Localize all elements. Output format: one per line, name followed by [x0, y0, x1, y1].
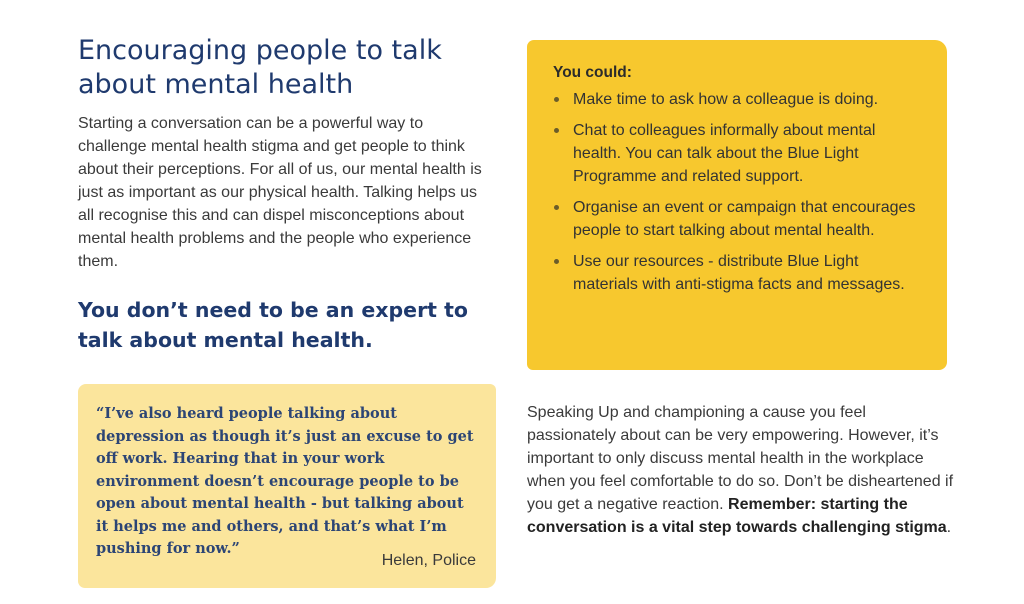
tips-heading: You could:: [553, 64, 632, 81]
quote-attribution: Helen, Police: [381, 552, 476, 569]
list-item-text: Use our resources - distribute Blue Light materials with anti-stigma facts and messages.: [573, 253, 905, 293]
section-subheading: You don’t need to be an expert to talk about mental health.: [78, 298, 469, 352]
list-item-text: Make time to ask how a colleague is doing.: [573, 91, 879, 108]
tips-list: [553, 88, 927, 296]
list-item-text: Chat to colleagues informally about mental health. You can talk about the Blue Light Programme and related support.: [573, 122, 876, 185]
left-column: [78, 34, 498, 355]
bullet-icon: [554, 259, 559, 264]
quote-card: [78, 384, 496, 588]
intro-paragraph: Starting a conversation can be a powerful way to challenge mental health stigma and get people to think about their perceptions. For all of us, our mental health is just as important as our physical health. Talking helps us all recognise this and can dispel misconceptions about mental health problems and the people who experience them.: [78, 115, 482, 270]
closing-end: .: [946, 519, 952, 536]
closing-emphasis: Remember: starting the conversation is a vital step towards challenging stigma: [527, 496, 947, 536]
list-item-text: Organise an event or campaign that encourages people to start talking about mental health.: [573, 199, 916, 239]
closing-paragraph: [527, 401, 957, 539]
bullet-icon: [554, 128, 559, 133]
page-title: Encouraging people to talk about mental health: [78, 35, 442, 100]
list-item: [553, 196, 927, 242]
list-item: [553, 119, 927, 188]
quote-text: “I’ve also heard people talking about depression as though it’s just an excuse to get off work. Hearing that in your work environment doesn’t encourage people to be open about mental health - but talking about it helps me and others, and that’s what I’m pushing for now.”: [96, 405, 474, 557]
closing-text: Speaking Up and championing a cause you feel passionately about can be very empowering. However, it’s important to only discuss mental health in the workplace when you feel comfortable to do so. Don’t be disheartened if you get a negative reaction.: [527, 404, 954, 513]
bullet-icon: [554, 205, 559, 210]
list-item: [553, 88, 927, 111]
tips-card: [527, 40, 947, 370]
bullet-icon: [554, 97, 559, 102]
list-item: [553, 250, 927, 296]
closing-section: [527, 401, 957, 539]
